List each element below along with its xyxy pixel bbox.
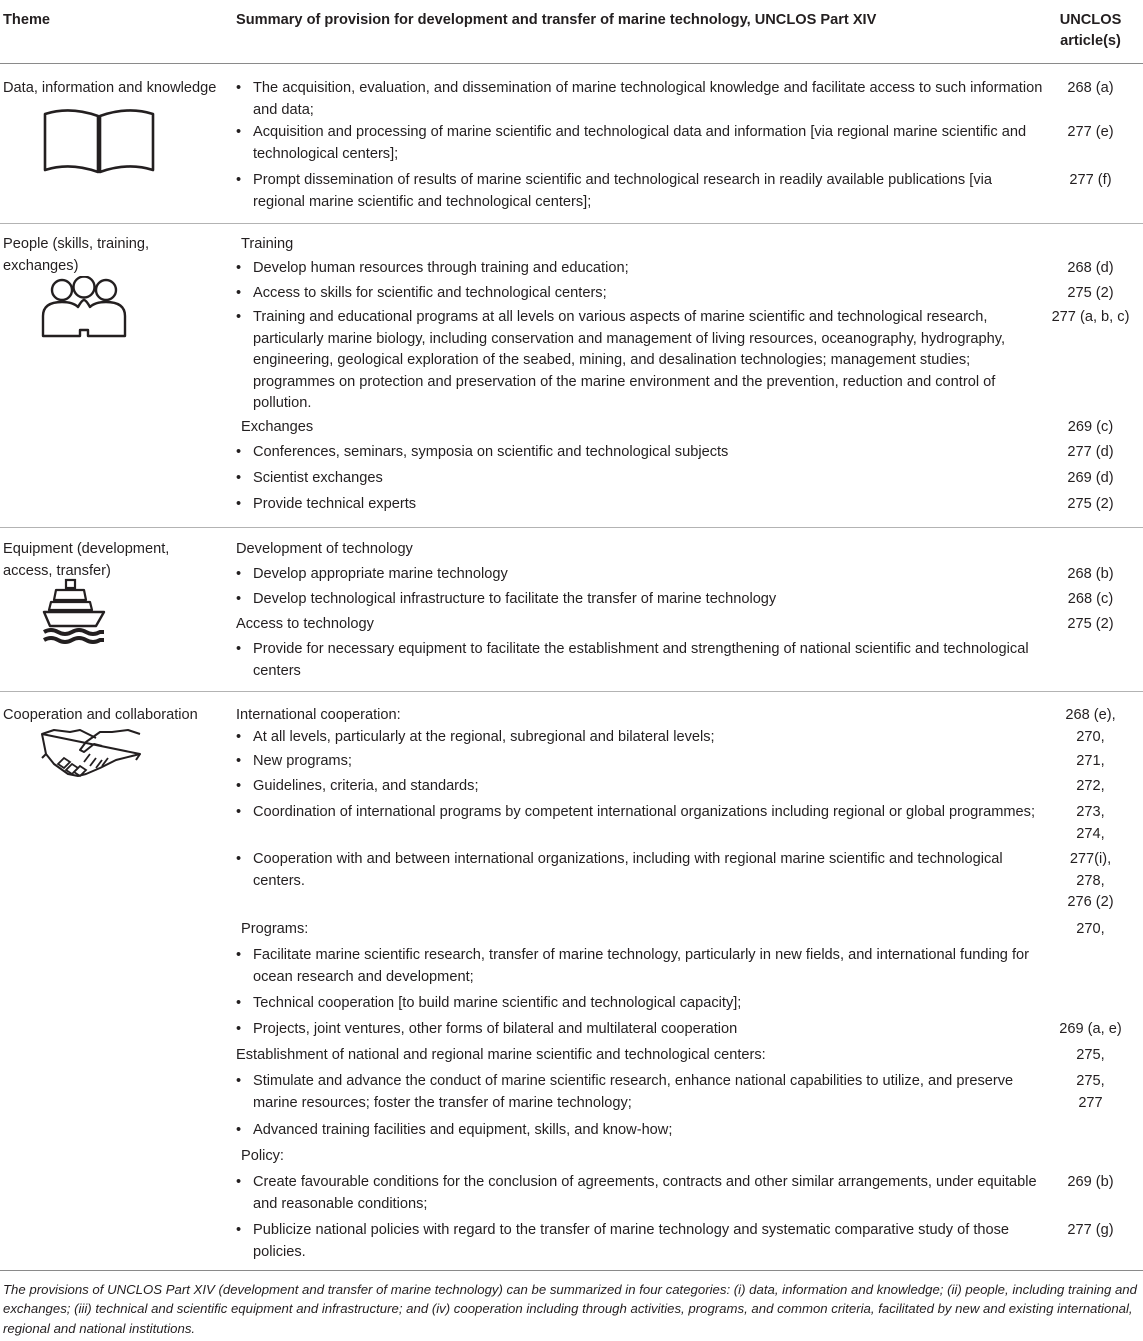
item-text: At all levels, particularly at the regional, subregional and bilateral levels; (253, 729, 715, 745)
column-header-article-line1: UNCLOS (1059, 12, 1122, 28)
item-text: Stimulate and advance the conduct of marine scientific research, enhance national capabilities to utilize, and preserve marine resources; foster the transfer of marine technology; (253, 1073, 1014, 1111)
item-text: Acquisition and processing of marine scientific and technological data and information [via regional marine scientific and technological centers]; (253, 124, 1027, 162)
item-text: Facilitate marine scientific research, transfer of marine technology, particularly in new fields, and international funding for ocean research and development; (253, 947, 1030, 985)
table-footnote: The provisions of UNCLOS Part XIV (development and transfer of marine technology) can be summarized in four categories: (i) data, information and knowledge; (ii) people, including training and exchanges; (iii) technical and scientific equipment and infrastructure; and (iv) cooperation including through activities, programs, and common criteria, facilitated by new and existing international, regional and national institutions. (3, 1282, 1137, 1336)
article-ref: 277 (d) (1067, 444, 1114, 460)
article-ref: 269 (a, e) (1059, 1021, 1122, 1037)
bullet: • (236, 641, 242, 657)
bullet: • (236, 444, 242, 460)
item-text: Projects, joint ventures, other forms of bilateral and multilateral cooperation (253, 1021, 738, 1037)
table-bottom-rule (0, 1270, 1143, 1271)
subheading-programs: Programs: (241, 921, 309, 937)
section-divider (0, 691, 1143, 692)
article-ref: 276 (2) (1067, 894, 1114, 910)
section-divider (0, 527, 1143, 528)
article-ref: 268 (b) (1067, 566, 1114, 582)
column-header-article (1040, 10, 1141, 52)
book-icon (42, 104, 156, 176)
item-text: Training and educational programs at all levels on various aspects of marine scientific and technological research, particularly marine biology, including conservation and management of living resources, oceanography, hydrography, engineering, geological exploration of the seabed, mining, and desalination technologies; management studies; programmes on protection and preservation of the marine environment and the prevention, reduction and control of pollution. (253, 309, 1005, 412)
article-ref: 275, (1076, 1073, 1105, 1089)
article-ref: 277 (f) (1069, 172, 1112, 188)
subheading-access: Access to technology (236, 616, 374, 632)
theme-label-line2: access, transfer) (3, 563, 111, 579)
theme-label-line1: People (skills, training, (3, 236, 150, 252)
article-ref: 270, (1076, 729, 1105, 745)
bullet: • (236, 80, 242, 96)
bullet: • (236, 729, 242, 745)
bullet: • (236, 470, 242, 486)
bullet: • (236, 851, 242, 867)
article-ref: 278, (1076, 873, 1105, 889)
subheading-establishment: Establishment of national and regional marine scientific and technological centers: (236, 1047, 766, 1063)
item-text: Access to skills for scientific and technological centers; (253, 285, 607, 301)
item-text: Scientist exchanges (253, 470, 383, 486)
bullet: • (236, 496, 242, 512)
subheading-policy: Policy: (241, 1148, 284, 1164)
bullet: • (236, 1021, 242, 1037)
bullet: • (236, 124, 242, 140)
article-ref: 269 (d) (1067, 470, 1114, 486)
section-divider (0, 223, 1143, 224)
item-text: Provide technical experts (253, 496, 417, 512)
item-text: Develop appropriate marine technology (253, 566, 508, 582)
article-ref: 272, (1076, 778, 1105, 794)
article-ref: 271, (1076, 753, 1105, 769)
item-text: Publicize national policies with regard to the transfer of marine technology and systematic comparative study of those policies. (253, 1222, 1010, 1260)
article-ref: 275, (1076, 1047, 1105, 1063)
theme-label-line1: Equipment (development, (3, 541, 170, 557)
theme-label: Cooperation and collaboration (3, 707, 198, 723)
article-ref: 275 (2) (1067, 616, 1114, 632)
bullet: • (236, 1174, 242, 1190)
subheading-development: Development of technology (236, 541, 413, 557)
article-ref: 277 (1078, 1095, 1103, 1111)
item-text: Develop technological infrastructure to facilitate the transfer of marine technology (253, 591, 777, 607)
bullet: • (236, 260, 242, 276)
subheading-exchanges: Exchanges (241, 419, 314, 435)
item-text: Cooperation with and between international organizations, including with regional marine scientific and technological centers. (253, 851, 1003, 889)
bullet: • (236, 804, 242, 820)
article-ref: 277 (e) (1067, 124, 1114, 140)
article-ref: 268 (a) (1067, 80, 1114, 96)
item-text: Develop human resources through training and education; (253, 260, 629, 276)
theme-label-line2: exchanges) (3, 258, 79, 274)
bullet: • (236, 1222, 242, 1238)
column-header-summary: Summary of provision for development and transfer of marine technology, UNCLOS Part XIV (236, 12, 877, 28)
item-text: Provide for necessary equipment to facilitate the establishment and strengthening of national scientific and technological centers (253, 641, 1029, 679)
article-ref: 277(i), (1069, 851, 1112, 867)
column-header-theme: Theme (3, 12, 51, 28)
subheading-training: Training (241, 236, 294, 252)
header-rule (0, 63, 1143, 64)
article-ref: 275 (2) (1067, 285, 1114, 301)
article-ref: 277 (a, b, c) (1051, 309, 1130, 325)
article-ref: 275 (2) (1067, 496, 1114, 512)
bullet: • (236, 1073, 242, 1089)
handshake-icon (40, 724, 142, 780)
item-text: Coordination of international programs by competent international organizations including regional or global programmes; (253, 804, 1036, 820)
article-ref: 268 (e), (1065, 707, 1116, 723)
item-text: Conferences, seminars, symposia on scientific and technological subjects (253, 444, 729, 460)
article-ref: 274, (1076, 826, 1105, 842)
bullet: • (236, 309, 242, 325)
subheading-international-cooperation: International cooperation: (236, 707, 401, 723)
article-ref: 277 (g) (1067, 1222, 1114, 1238)
article-ref: 270, (1076, 921, 1105, 937)
bullet: • (236, 947, 242, 963)
bullet: • (236, 778, 242, 794)
article-ref: 269 (b) (1067, 1174, 1114, 1190)
article-ref: 269 (c) (1067, 419, 1114, 435)
item-text: Create favourable conditions for the conclusion of agreements, contracts and other similar arrangements, under equitable and reasonable conditions; (253, 1174, 1037, 1212)
item-text: Advanced training facilities and equipment, skills, and know-how; (253, 1122, 673, 1138)
column-header-article-line2: article(s) (1060, 33, 1121, 49)
article-ref: 268 (c) (1067, 591, 1114, 607)
article-ref: 268 (d) (1067, 260, 1114, 276)
bullet: • (236, 753, 242, 769)
item-text: The acquisition, evaluation, and dissemination of marine technological knowledge and facilitate access to such information and data; (253, 80, 1043, 118)
bullet: • (236, 285, 242, 301)
article-ref: 273, (1076, 804, 1105, 820)
item-text: Prompt dissemination of results of marine scientific and technological research in readily available publications [via regional marine scientific and technological centers]; (253, 172, 992, 210)
item-text: Guidelines, criteria, and standards; (253, 778, 479, 794)
bullet: • (236, 1122, 242, 1138)
item-text: Technical cooperation [to build marine scientific and technological capacity]; (253, 995, 742, 1011)
bullet: • (236, 566, 242, 582)
people-group-icon (40, 276, 128, 338)
bullet: • (236, 172, 242, 188)
bullet: • (236, 995, 242, 1011)
ship-icon (42, 578, 106, 650)
item-text: New programs; (253, 753, 352, 769)
theme-label: Data, information and knowledge (3, 80, 217, 96)
bullet: • (236, 591, 242, 607)
